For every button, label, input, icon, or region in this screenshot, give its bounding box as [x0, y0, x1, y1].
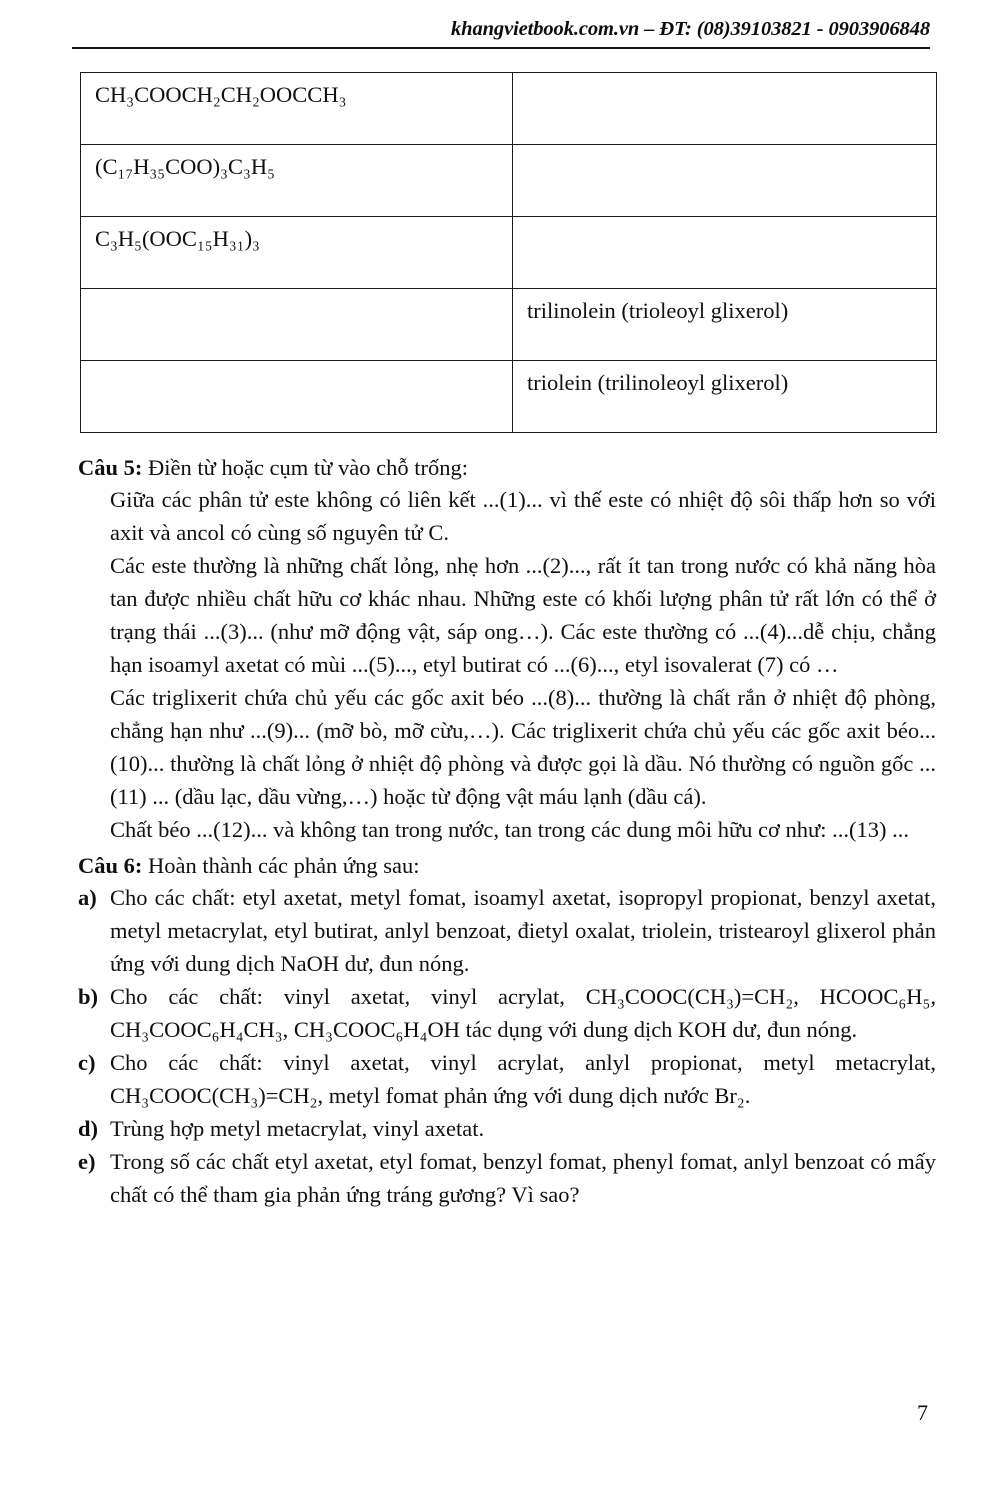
header-text: khangvietbook.com.vn – ĐT: (08)39103821 - 0903906848 [451, 18, 930, 40]
body-content [78, 453, 936, 1212]
table-row [81, 73, 937, 145]
table-cell-formula [81, 289, 513, 361]
item-marker-d: d) [78, 1115, 99, 1141]
question-5-paragraph-1: Giữa các phân tử este không có liên kết ...(1)... vì thế este có nhiệt độ sôi thấp hơn so với axit và ancol có cùng số nguyên tử C. [110, 487, 936, 546]
ester-names-table [80, 72, 937, 433]
table-cell-formula: C₃H₅(OOC₁₅H₃₁)₃ [81, 217, 513, 289]
table-cell-formula: (C₁₇H₃₅COO)₃C₃H₅ [81, 145, 513, 217]
table-cell-name: triolein (trilinoleoyl glixerol) [513, 361, 937, 433]
running-header [72, 18, 930, 41]
question-6-item-c [78, 1047, 936, 1113]
question-5-heading [78, 453, 936, 482]
question-5-label: Câu 5: [78, 455, 143, 480]
table-cell-name: trilinolein (trioleoyl glixerol) [513, 289, 937, 361]
table-cell-name [513, 145, 937, 217]
question-5-paragraph-4: Chất béo ...(12)... và không tan trong nước, tan trong các dung môi hữu cơ như: ...(13) ... [110, 816, 909, 842]
item-text-b: Cho các chất: vinyl axetat, vinyl acrylat, CH₃COOC(CH₃)=CH₂, HCOOC₆H₅, CH₃COOC₆H₄CH₃, CH₃COOC₆H₄OH tác dụng với dung dịch KOH dư, đun nóng. [110, 983, 936, 1042]
question-5-title: Điền từ hoặc cụm từ vào chỗ trống: [148, 455, 468, 480]
table-cell-formula: CH₃COOCH₂CH₂OOCCH₃ [81, 73, 513, 145]
question-6-heading [78, 851, 936, 880]
table-cell-name [513, 217, 937, 289]
question-6-item-d [78, 1113, 936, 1146]
question-5-paragraph-2: Các este thường là những chất lỏng, nhẹ hơn ...(2)..., rất ít tan trong nước có khả năng hòa tan được nhiều chất hữu cơ khác nhau. Những este có khối lượng phân tử rất lớn có thể ở trạng thái ...(3)... (như mỡ động vật, sáp ong…). Các este thường có ...(4)...dễ chịu, chẳng hạn isoamyl axetat có mùi ...(5)..., etyl butirat có ...(6)..., etyl isovalerat (7) có … [110, 553, 936, 678]
question-5-paragraph-3: Các triglixerit chứa chủ yếu các gốc axit béo ...(8)... thường là chất rắn ở nhiệt độ phòng, chẳng hạn như ...(9)... (mỡ bò, mỡ cừu,…). Các triglixerit chứa chủ yếu các gốc axit béo... (10)... thường là chất lỏng ở nhiệt độ phòng và được gọi là dầu. Nó thường có nguồn gốc ...(11) ... (dầu lạc, dầu vừng,…) hoặc từ động vật máu lạnh (dầu cá). [110, 684, 936, 809]
table-cell-formula [81, 361, 513, 433]
item-text-e: Trong số các chất etyl axetat, etyl fomat, benzyl fomat, phenyl fomat, anlyl benzoat có mấy chất có thể tham gia phản ứng tráng gương? Vì sao? [110, 1148, 936, 1207]
table-row [81, 145, 937, 217]
item-marker-c: c) [78, 1049, 96, 1075]
question-6-title: Hoàn thành các phản ứng sau: [148, 852, 420, 878]
table-row [81, 217, 937, 289]
item-text-a: Cho các chất: etyl axetat, metyl fomat, isoamyl axetat, isopropyl propionat, benzyl axetat, metyl metacrylat, etyl butirat, anlyl benzoat, đietyl oxalat, triolein, tristearoyl glixerol phản ứng với dung dịch NaOH dư, đun nóng. [110, 884, 936, 976]
question-6-label: Câu 6: [78, 852, 143, 878]
page-number: 7 [917, 1400, 928, 1425]
header-divider-rule [72, 47, 930, 49]
question-6-item-a [78, 882, 936, 981]
item-text-c: Cho các chất: vinyl axetat, vinyl acrylat, anlyl propionat, metyl metacrylat, CH₃COOC(CH₃)=CH₂, metyl fomat phản ứng với dung dịch nước Br₂. [110, 1049, 936, 1108]
question-6-item-e [78, 1146, 936, 1212]
table-row [81, 289, 937, 361]
item-text-d: Trùng hợp metyl metacrylat, vinyl axetat. [110, 1115, 485, 1141]
item-marker-a: a) [78, 884, 97, 910]
table-cell-name [513, 73, 937, 145]
question-6-item-b [78, 981, 936, 1047]
item-marker-e: e) [78, 1148, 96, 1174]
table-row [81, 361, 937, 433]
item-marker-b: b) [78, 983, 99, 1009]
